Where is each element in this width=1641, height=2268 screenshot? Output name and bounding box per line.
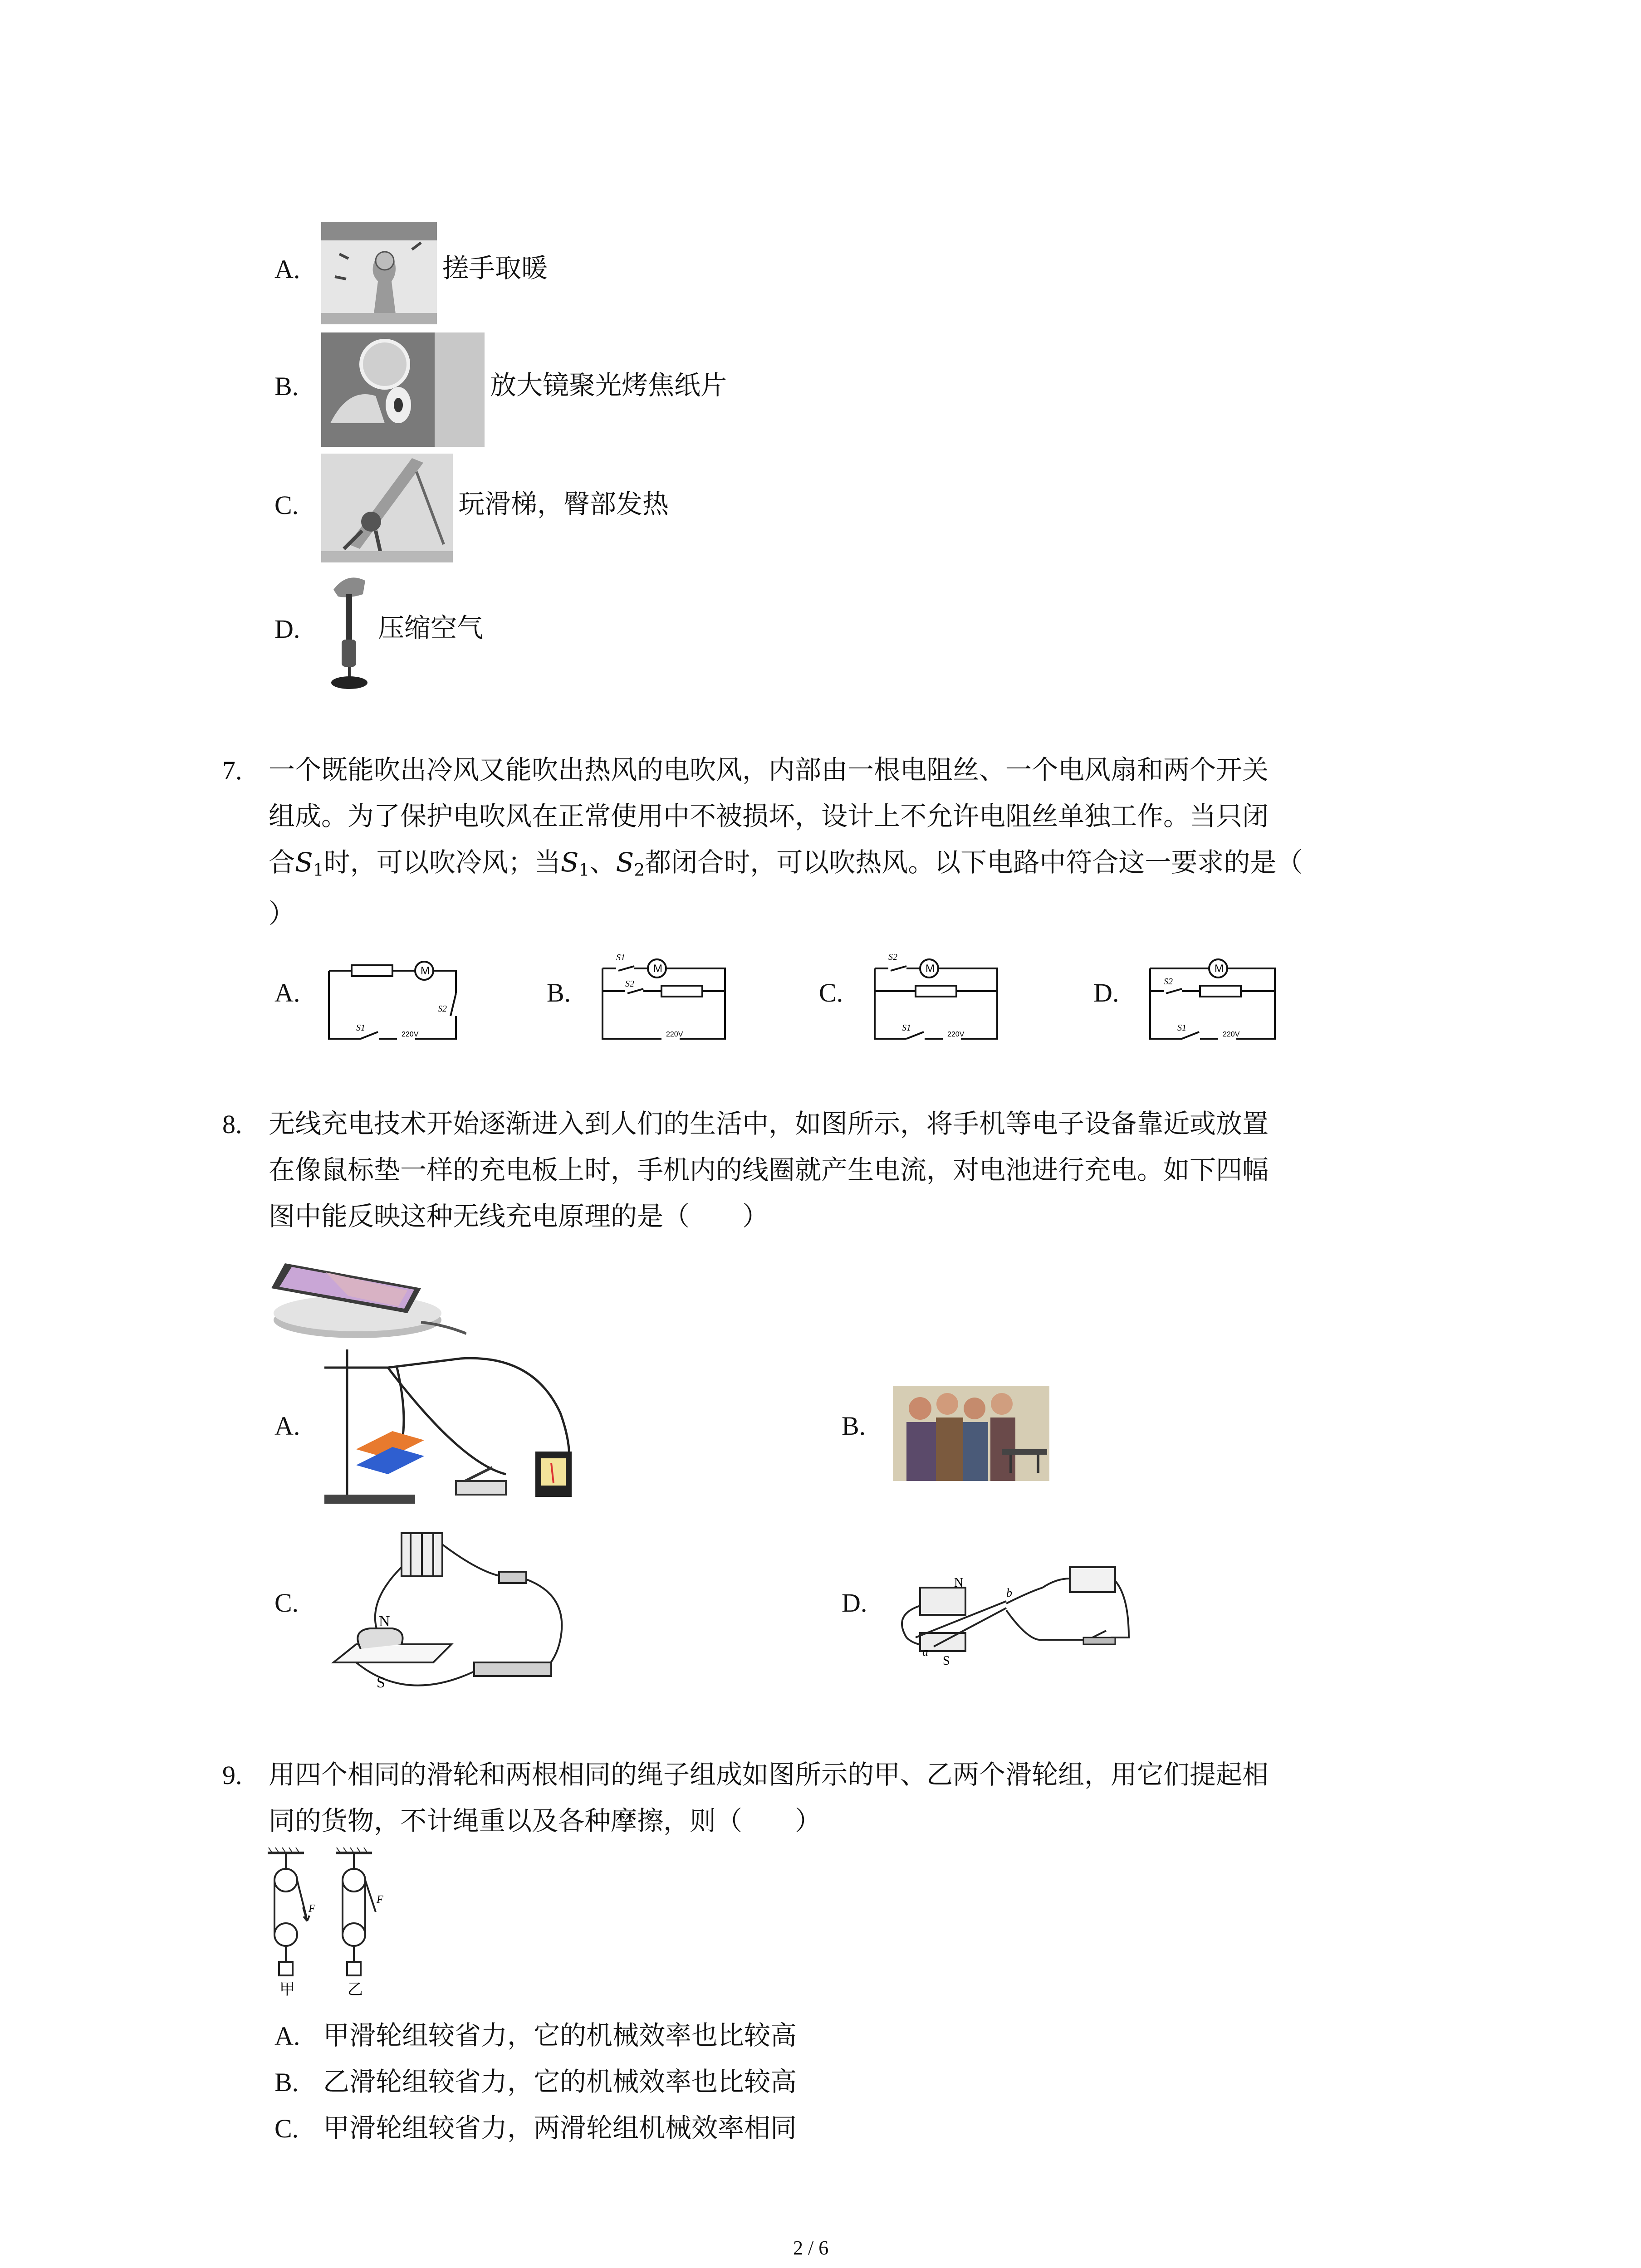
q6-option-a-text: 搓手取暖 [442, 253, 548, 284]
q7-b-voltage-label: 220V [666, 1031, 683, 1038]
q9-option-b-letter: B. [274, 2068, 299, 2097]
q7-c-voltage-label: 220V [947, 1031, 965, 1038]
q7-line-2: 组成。为了保护电吹风在正常使用中不被损坏，设计上不允许电阻丝单独工作。当只闭 [269, 801, 1269, 831]
q7-c-s2-label: S2 [888, 952, 897, 962]
q7-line-3: 合$S_1$时，可以吹冷风；当$S_1$、$S_2$都闭合时，可以吹热风。以下电路中符合这一要求的是（ [269, 847, 1303, 880]
q7-c-motor-label: M [926, 963, 935, 975]
q7-c-s1-label: S1 [902, 1023, 911, 1033]
q9-line-2: 同的货物，不计绳重以及各种摩擦，则（ ） [269, 1805, 822, 1836]
q7-b-s2-label: S2 [625, 979, 634, 989]
q9-option-b-text: 乙滑轮组较省力，它的机械效率也比较高 [323, 2066, 797, 2097]
q9-label-yi: 乙 [348, 1980, 363, 1999]
air-compression-photo-icon [324, 572, 374, 692]
q6-option-d-letter: D. [274, 614, 300, 644]
q7-b-s1-label: S1 [616, 953, 625, 963]
q6-option-a-letter: A. [274, 254, 300, 284]
q7-a-voltage-label: 220V [402, 1031, 419, 1038]
q7-number: 7. [222, 756, 242, 785]
q9-option-a-text: 甲滑轮组较省力，它的机械效率也比较高 [323, 2020, 797, 2051]
q6-option-b-text: 放大镜聚光烤焦纸片 [490, 370, 727, 401]
magnifier-photo-icon [321, 332, 485, 447]
q8-option-c-diagram [324, 1526, 578, 1694]
wireless-charger-photo-icon [271, 1245, 466, 1343]
q8-line-1: 无线充电技术开始逐渐进入到人们的生活中，如图所示，将手机等电子设备靠近或放置 [269, 1108, 1269, 1139]
q8-option-a-diagram [324, 1345, 615, 1515]
q6-option-c-letter: C. [274, 490, 299, 520]
slide-photo-icon [321, 454, 453, 562]
q6-option-d-text: 压缩空气 [378, 612, 484, 643]
q7-d-motor-label: M [1215, 963, 1224, 975]
q9-pulley-diagram [263, 1844, 413, 2025]
q8-line-2: 在像鼠标垫一样的充电板上时，手机内的线圈就产生电流，对电池进行充电。如下四幅 [269, 1154, 1269, 1185]
q7-a-motor-label: M [421, 965, 430, 977]
q7-d-s1-label: S1 [1177, 1023, 1186, 1033]
q6-option-b-letter: B. [274, 371, 299, 401]
q7-option-a-letter: A. [274, 978, 300, 1007]
q8-d-b-label: b [1006, 1586, 1012, 1599]
q7-line-1: 一个既能吹出冷风又能吹出热风的电吹风，内部由一根电阻丝、一个电风扇和两个开关 [269, 754, 1269, 785]
q8-d-north-label: N [954, 1576, 964, 1590]
q8-option-b-picture [893, 1386, 1049, 1481]
q7-a-s2-label: S2 [438, 1004, 447, 1014]
q8-option-d-letter: D. [842, 1588, 867, 1618]
q8-d-a-label: a [922, 1645, 928, 1658]
q7-circuit-c-diagram [870, 943, 1002, 1043]
q7-option-b-letter: B. [547, 978, 571, 1007]
q7-circuit-a-diagram [324, 948, 460, 1043]
q7-d-s2-label: S2 [1164, 977, 1173, 987]
q6-option-c-text: 玩滑梯，臀部发热 [458, 489, 669, 519]
q9-line-1: 用四个相同的滑轮和两根相同的绳子组成如图所示的甲、乙两个滑轮组，用它们提起相 [269, 1759, 1269, 1790]
q7-line-4: ） [269, 898, 295, 929]
q8-option-b-letter: B. [842, 1411, 866, 1441]
q9-option-c-text: 甲滑轮组较省力，两滑轮组机械效率相同 [323, 2112, 797, 2143]
q8-d-south-label: S [943, 1654, 950, 1665]
q7-b-motor-label: M [653, 963, 662, 975]
q9-number: 9. [222, 1760, 242, 1790]
q8-option-c-letter: C. [274, 1588, 299, 1618]
page-number: 2 / 6 [793, 2237, 829, 2259]
q7-circuit-d-diagram [1146, 948, 1279, 1043]
q9-jia-force-label: F [309, 1903, 315, 1915]
q9-option-c-letter: C. [274, 2114, 299, 2143]
q7-circuit-b-diagram [598, 946, 730, 1043]
q9-yi-force-label: F [377, 1894, 383, 1906]
q7-a-s1-label: S1 [356, 1023, 365, 1033]
q8-option-d-diagram [893, 1560, 1133, 1665]
q7-option-c-letter: C. [819, 978, 843, 1007]
q7-d-voltage-label: 220V [1223, 1031, 1240, 1038]
rubbing-hands-photo-icon [321, 222, 437, 324]
q9-option-a-letter: A. [274, 2021, 300, 2051]
q8-c-north-label: N [379, 1613, 390, 1630]
q8-line-3: 图中能反映这种无线充电原理的是（ ） [269, 1201, 769, 1232]
q9-label-jia: 甲 [279, 1980, 295, 1999]
q8-option-a-letter: A. [274, 1411, 300, 1441]
q7-option-d-letter: D. [1093, 978, 1119, 1007]
q8-c-south-label: S [377, 1674, 385, 1691]
q8-number: 8. [222, 1110, 242, 1139]
